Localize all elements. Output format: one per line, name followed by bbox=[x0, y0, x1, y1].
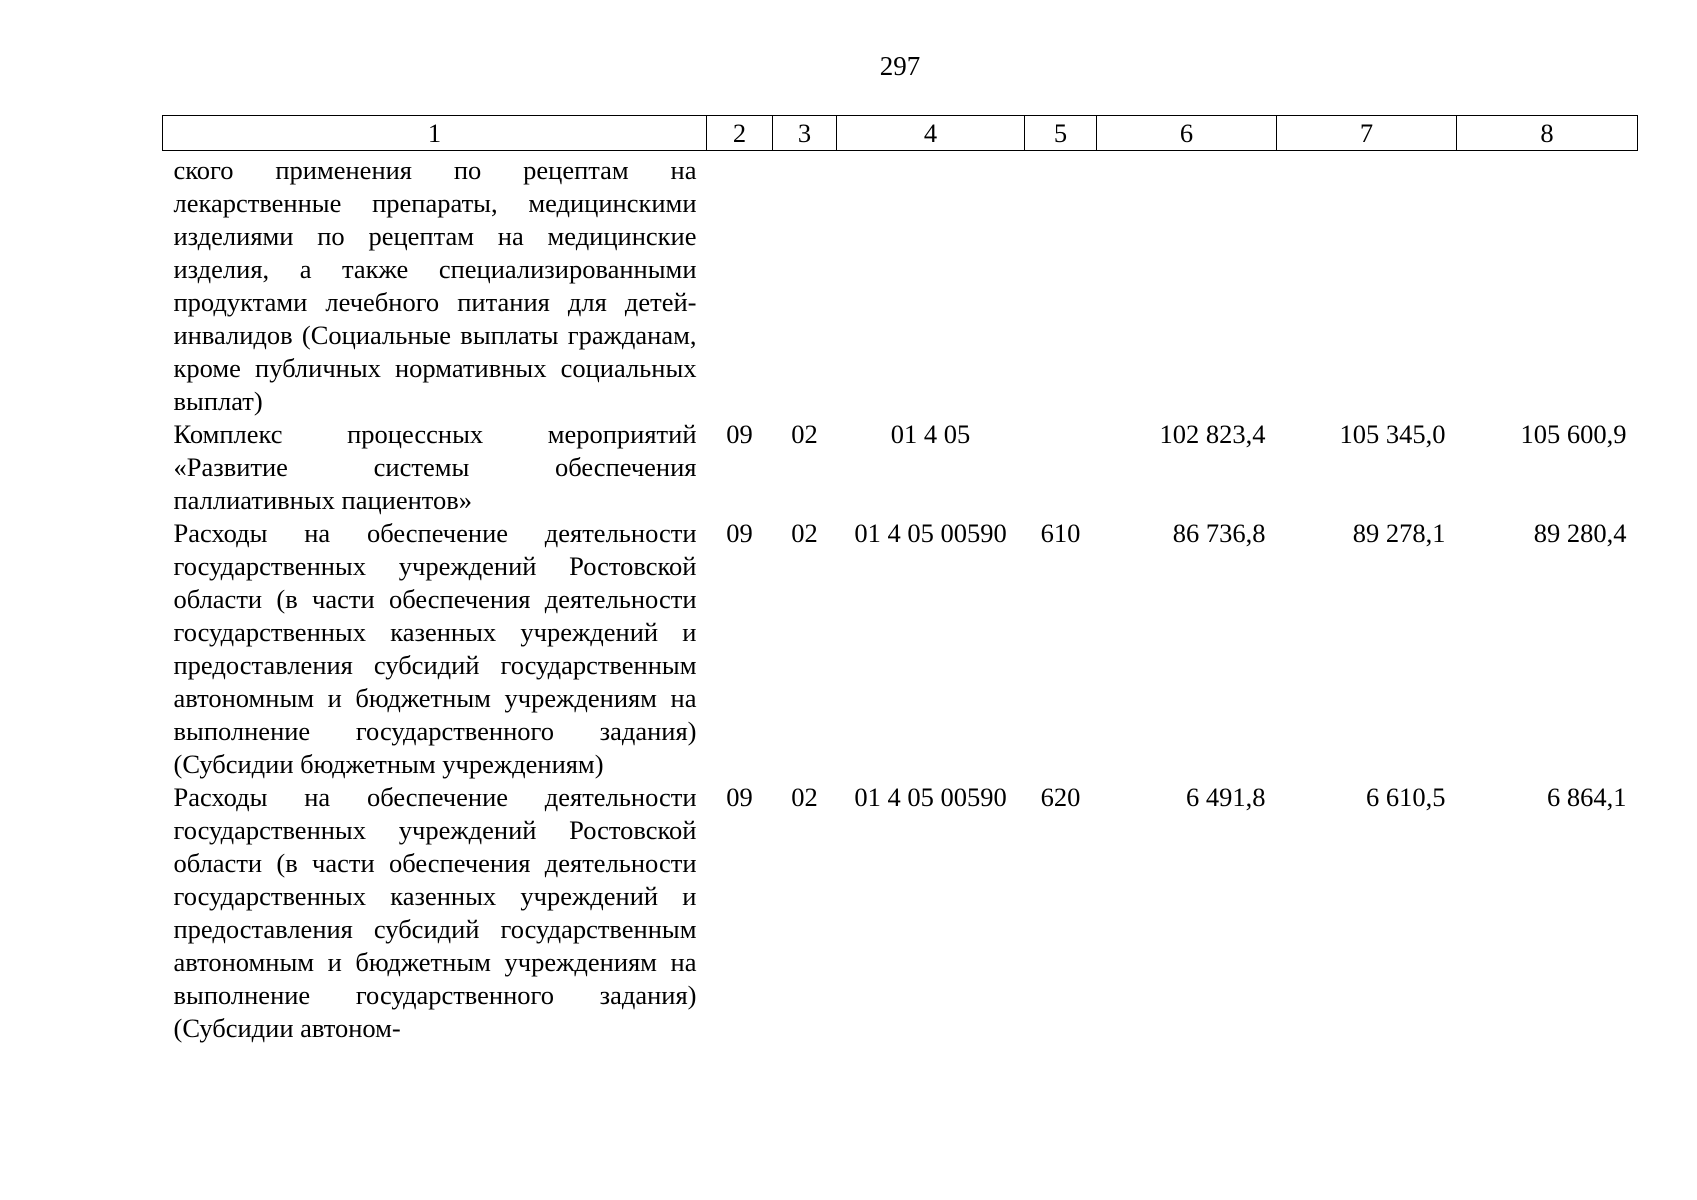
row-section-cell: 09 bbox=[726, 782, 753, 812]
row-subsection-cell: 02 bbox=[791, 419, 818, 449]
row-amount-3-cell bbox=[1457, 151, 1638, 419]
row-name-cell: Расходы на обеспечение деятельности государственных учреждений Ростовской области (в части обеспечения деятельности государственных казенных учреждений и предоставления субсидий государственным автономным и бюджетным учреждениям на выполнение государственного задания) (Субсидии автоном- bbox=[173, 782, 697, 1043]
row-section-cell bbox=[707, 151, 773, 419]
table-row bbox=[163, 517, 1638, 781]
row-target-code-cell: 01 4 05 00590 bbox=[854, 518, 1007, 548]
row-amount-1-cell bbox=[1097, 151, 1277, 419]
row-amount-2-cell: 105 345,0 bbox=[1339, 419, 1446, 449]
row-amount-2-cell bbox=[1277, 151, 1457, 419]
row-amount-1-cell: 102 823,4 bbox=[1159, 419, 1266, 449]
table-row bbox=[163, 418, 1638, 517]
row-expense-type-cell bbox=[1025, 418, 1097, 517]
row-name-cell: ского применения по рецептам на лекарственные препараты, медицинскими изделиями по рецептам на медицинские изделия, а также специализированными продуктами лечебного питания для детей-инвалидов (Социальные выплаты гражданам, кроме публичных нормативных социальных выплат) bbox=[173, 155, 697, 416]
row-target-code-cell bbox=[837, 151, 1025, 419]
row-amount-1-cell: 6 491,8 bbox=[1186, 782, 1266, 812]
row-expense-type-cell bbox=[1025, 151, 1097, 419]
header-row bbox=[163, 116, 1638, 151]
row-target-code-cell: 01 4 05 bbox=[890, 419, 971, 449]
page-number: 297 bbox=[879, 51, 921, 81]
header-col-5: 5 bbox=[1025, 116, 1097, 151]
row-name-cell: Расходы на обеспечение деятельности государственных учреждений Ростовской области (в части обеспечения деятельности государственных казенных учреждений и предоставления субсидий государственным автономным и бюджетным учреждениям на выполнение государственного задания) (Субсидии бюджетным учреждениям) bbox=[173, 518, 697, 779]
table-row bbox=[163, 151, 1638, 419]
row-subsection-cell: 02 bbox=[791, 518, 818, 548]
row-section-cell: 09 bbox=[726, 518, 753, 548]
table-row bbox=[163, 781, 1638, 1045]
budget-table bbox=[162, 115, 1638, 1045]
row-amount-2-cell: 89 278,1 bbox=[1352, 518, 1446, 548]
row-amount-3-cell: 89 280,4 bbox=[1533, 518, 1627, 548]
row-amount-3-cell: 105 600,9 bbox=[1520, 419, 1627, 449]
row-section-cell: 09 bbox=[726, 419, 753, 449]
table-header bbox=[163, 116, 1638, 151]
row-expense-type-cell: 610 bbox=[1040, 518, 1081, 548]
row-subsection-cell: 02 bbox=[791, 782, 818, 812]
header-col-8: 8 bbox=[1457, 116, 1638, 151]
table-body bbox=[163, 151, 1638, 1046]
row-target-code-cell: 01 4 05 00590 bbox=[854, 782, 1007, 812]
header-col-3: 3 bbox=[773, 116, 837, 151]
row-expense-type-cell: 620 bbox=[1040, 782, 1081, 812]
row-amount-1-cell: 86 736,8 bbox=[1172, 518, 1266, 548]
header-col-2: 2 bbox=[707, 116, 773, 151]
row-amount-3-cell: 6 864,1 bbox=[1547, 782, 1627, 812]
row-subsection-cell bbox=[773, 151, 837, 419]
header-col-7: 7 bbox=[1277, 116, 1457, 151]
header-col-1: 1 bbox=[163, 116, 707, 151]
row-name-cell: Комплекс процессных мероприятий «Развитие системы обеспечения паллиативных пациентов» bbox=[173, 419, 697, 515]
row-amount-2-cell: 6 610,5 bbox=[1366, 782, 1446, 812]
header-col-4: 4 bbox=[837, 116, 1025, 151]
header-col-6: 6 bbox=[1097, 116, 1277, 151]
